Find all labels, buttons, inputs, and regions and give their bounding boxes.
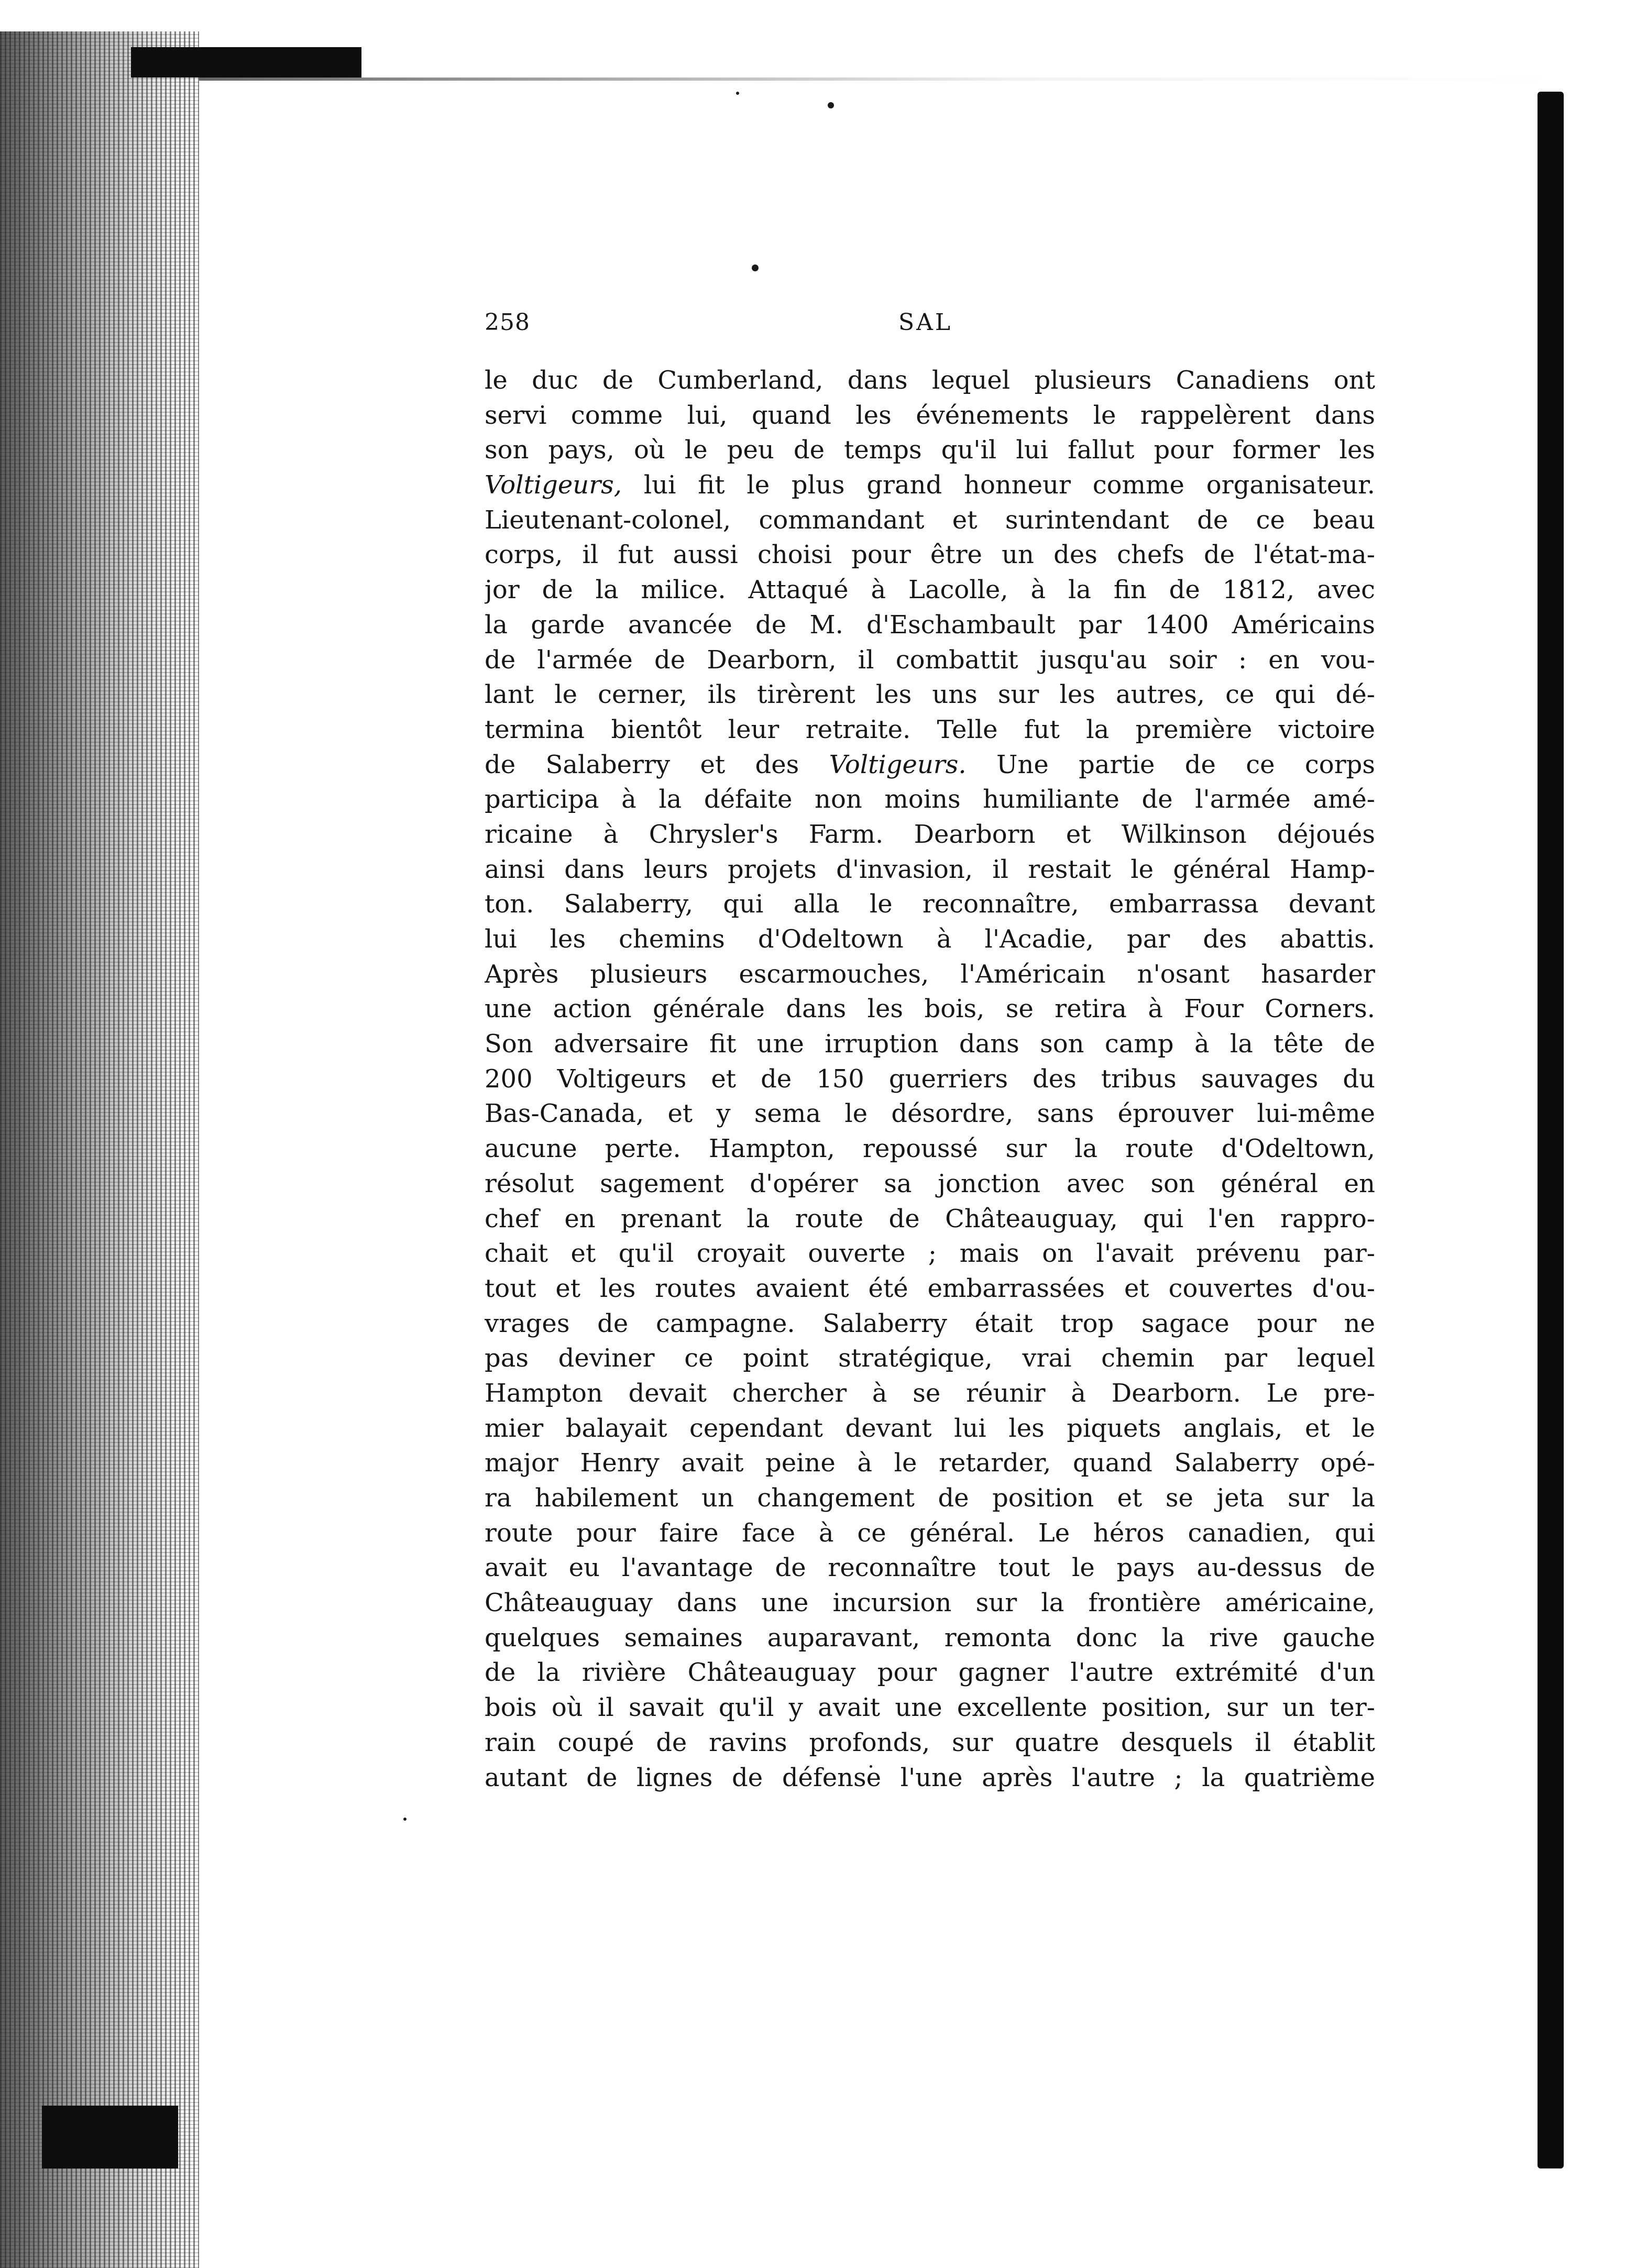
page-number: 258	[485, 309, 530, 336]
text-run: le duc de Cumberland, dans lequel plusieurs Canadiens ont	[485, 366, 1375, 395]
scan-mark-bottom	[42, 2106, 178, 2168]
text-run: Bas-Canada, et y sema le désordre, sans éprouver lui-même	[485, 1099, 1375, 1129]
text-line	[485, 572, 1375, 608]
text-line	[485, 1166, 1375, 1202]
text-line	[485, 1306, 1375, 1341]
scan-edge-right	[1538, 92, 1564, 2168]
scan-edge-top	[199, 78, 1561, 81]
text-line	[485, 922, 1375, 957]
text-line	[485, 1655, 1375, 1690]
text-run: la garde avancée de M. d'Eschambault par 1400 Américains	[485, 610, 1375, 640]
text-line	[485, 1062, 1375, 1097]
text-run: major Henry avait peine à le retarder, quand Salaberry opé-	[485, 1448, 1375, 1478]
text-line	[485, 1550, 1375, 1586]
text-run: vrages de campagne. Salaberry était trop sagace pour ne	[485, 1308, 1375, 1338]
text-run: 200 Voltigeurs et de 150 guerriers des tribus sauvages du	[485, 1064, 1375, 1094]
text-run: termina bientôt leur retraite. Telle fut la première victoire	[485, 714, 1375, 744]
text-run: de Salaberry et des	[485, 750, 829, 779]
text-line	[485, 817, 1375, 852]
text-run: tout et les routes avaient été embarrassées et couvertes d'ou-	[485, 1273, 1375, 1303]
text-run: aucune perte. Hampton, repoussé sur la route d'Odeltown,	[485, 1134, 1375, 1164]
text-line	[485, 1516, 1375, 1551]
text-run: participa à la défaite non moins humiliante de l'armée amé-	[485, 785, 1375, 814]
text-run: ricaine à Chrysler's Farm. Dearborn et Wilkinson déjoués	[485, 819, 1375, 849]
section-heading: SAL	[898, 309, 953, 336]
text-run: résolut sagement d'opérer sa jonction avec son général en	[485, 1169, 1375, 1198]
text-line	[485, 852, 1375, 887]
text-run: Lieutenant-colonel, commandant et surintendant de ce beau	[485, 505, 1375, 535]
text-run: autant de lignes de défense l'une après l'autre ; la quatrième	[485, 1763, 1375, 1792]
scan-mark-top	[131, 47, 361, 78]
text-run: pas deviner ce point stratégique, vrai chemin par lequel	[485, 1344, 1375, 1373]
text-line	[485, 537, 1375, 572]
text-run: mier balayait cependant devant lui les piquets anglais, et le	[485, 1413, 1375, 1443]
text-line	[485, 712, 1375, 747]
text-line	[485, 1481, 1375, 1516]
text-run: lui fit le plus grand honneur comme organisateur.	[622, 470, 1375, 500]
text-line	[485, 1621, 1375, 1656]
text-line	[485, 1446, 1375, 1481]
text-run: chef en prenant la route de Châteauguay, qui l'en rappro-	[485, 1204, 1375, 1234]
text-line	[485, 1411, 1375, 1446]
text-run: une action générale dans les bois, se retira à Four Corners.	[485, 994, 1375, 1024]
text-run: Son adversaire fit une irruption dans son camp à la tête de	[485, 1029, 1375, 1059]
text-line	[485, 503, 1375, 538]
text-line	[485, 992, 1375, 1027]
text-line	[485, 957, 1375, 992]
text-line	[485, 608, 1375, 643]
text-line	[485, 1341, 1375, 1376]
text-line	[485, 1760, 1375, 1796]
text-run: Châteauguay dans une incursion sur la frontière américaine,	[485, 1588, 1375, 1618]
text-run: ainsi dans leurs projets d'invasion, il restait le général Hamp-	[485, 854, 1375, 884]
text-line	[485, 1586, 1375, 1621]
text-run: Une partie de ce corps	[966, 750, 1375, 779]
text-line	[485, 363, 1375, 398]
text-line	[485, 398, 1375, 433]
italic-text: Voltigeurs.	[829, 750, 967, 779]
text-run: de l'armée de Dearborn, il combattit jusqu'au soir : en vou-	[485, 645, 1375, 675]
text-run: jor de la milice. Attaqué à Lacolle, à la fin de 1812, avec	[485, 575, 1375, 605]
italic-text: Voltigeurs,	[485, 470, 622, 500]
body-text	[485, 363, 1375, 1795]
text-run: bois où il savait qu'il y avait une excellente position, sur un ter-	[485, 1693, 1375, 1723]
text-run: Hampton devait chercher à se réunir à Dearborn. Le pre-	[485, 1378, 1375, 1408]
text-run: rain coupé de ravins profonds, sur quatre desquels il établit	[485, 1727, 1375, 1757]
text-line	[485, 1236, 1375, 1271]
text-run: Après plusieurs escarmouches, l'Américain n'osant hasarder	[485, 959, 1375, 989]
text-run: son pays, où le peu de temps qu'il lui fallut pour former les	[485, 435, 1375, 465]
scan-speck	[752, 265, 759, 271]
scan-shadow-left	[0, 31, 199, 2268]
text-line	[485, 1725, 1375, 1760]
text-line	[485, 1376, 1375, 1411]
text-line	[485, 1271, 1375, 1306]
text-run: quelques semaines auparavant, remonta donc la rive gauche	[485, 1623, 1375, 1653]
text-line	[485, 782, 1375, 817]
text-line	[485, 1690, 1375, 1725]
text-run: avait eu l'avantage de reconnaître tout le pays au-dessus de	[485, 1553, 1375, 1583]
text-line	[485, 747, 1375, 783]
text-line	[485, 887, 1375, 922]
text-line	[485, 1096, 1375, 1131]
text-run: lui les chemins d'Odeltown à l'Acadie, par des abattis.	[485, 924, 1375, 954]
running-head	[485, 309, 1375, 340]
text-run: corps, il fut aussi choisi pour être un des chefs de l'état-ma-	[485, 540, 1375, 570]
text-line	[485, 468, 1375, 503]
text-run: lant le cerner, ils tirèrent les uns sur les autres, ce qui dé-	[485, 680, 1375, 710]
text-line	[485, 433, 1375, 468]
text-line	[485, 1027, 1375, 1062]
text-run: chait et qu'il croyait ouverte ; mais on l'avait prévenu par-	[485, 1239, 1375, 1269]
scan-speck	[403, 1818, 407, 1821]
text-run: ton. Salaberry, qui alla le reconnaître, embarrassa devant	[485, 889, 1375, 919]
text-run: route pour faire face à ce général. Le héros canadien, qui	[485, 1518, 1375, 1548]
text-run: servi comme lui, quand les événements le rappelèrent dans	[485, 400, 1375, 430]
scan-speck	[736, 92, 739, 95]
text-line	[485, 1131, 1375, 1166]
text-run: de la rivière Châteauguay pour gagner l'autre extrémité d'un	[485, 1658, 1375, 1688]
scan-speck	[828, 102, 834, 108]
text-line	[485, 1202, 1375, 1237]
text-line	[485, 677, 1375, 712]
text-line	[485, 643, 1375, 678]
text-run: ra habilement un changement de position et se jeta sur la	[485, 1483, 1375, 1513]
